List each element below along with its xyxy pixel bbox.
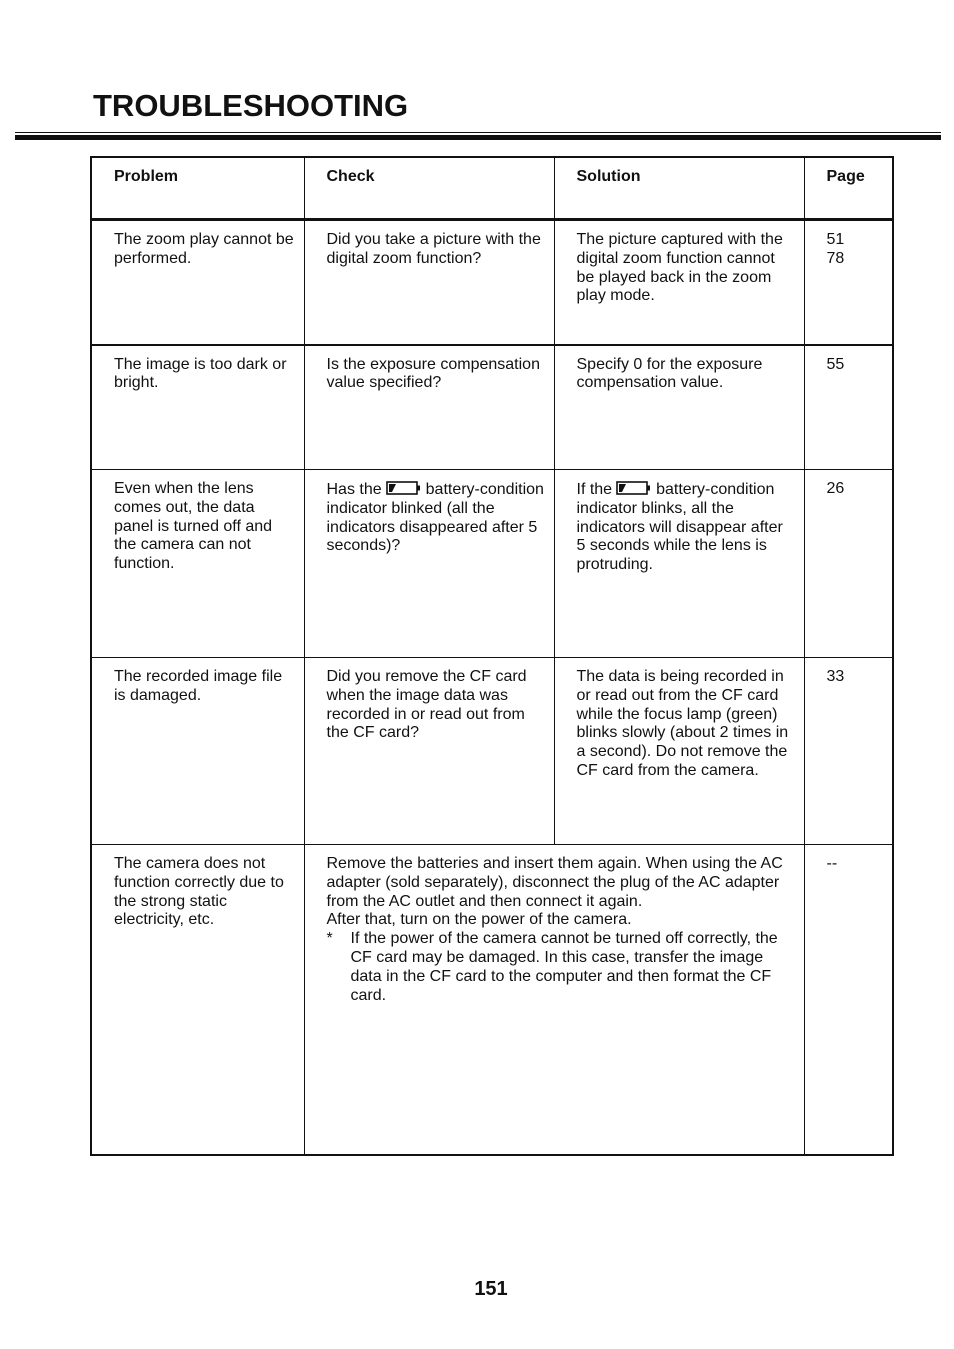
page-title: TROUBLESHOOTING (93, 88, 409, 123)
title-rule (15, 135, 941, 140)
problem-cell: The camera does not function correctly due to the strong static electricity, etc. (91, 845, 304, 1155)
footnote-text: If the power of the camera cannot be turned off correctly, the CF card may be damaged. In this case, transfer the image data in the CF card to the computer and then format the CF card. (350, 930, 778, 1004)
check-cell (304, 470, 554, 658)
page-cell (804, 220, 893, 345)
solution-cell: Specify 0 for the exposure compensation value. (554, 345, 804, 470)
page-number: 151 (474, 1278, 508, 1300)
solution-cell (554, 470, 804, 658)
page-cell: 55 (804, 345, 893, 470)
check-cell: Did you remove the CF card when the image data was recorded in or read out from the CF card? (304, 658, 554, 845)
check-text-after-icon: battery-condition indicator blinked (all the indicators disappeared after 5 seconds)? (326, 481, 544, 555)
table-row (91, 220, 893, 345)
header-check: Check (304, 157, 554, 220)
table-row (91, 345, 893, 470)
page-ref: 51 78 (826, 231, 845, 267)
solution-cell: The data is being recorded in or read out from the CF card while the focus lamp (green) blinks slowly (about 2 times in a second). Do not remove the CF card from the camera. (554, 658, 804, 845)
header-page: Page (804, 157, 893, 220)
header-problem: Problem (91, 157, 304, 220)
battery-low-icon (616, 480, 652, 496)
check-text-before-icon: Has the (326, 481, 382, 498)
problem-cell: The zoom play cannot be performed. (91, 220, 304, 345)
problem-cell: The recorded image file is damaged. (91, 658, 304, 845)
table-row (91, 658, 893, 845)
battery-low-icon (386, 480, 422, 496)
title-rule-thin (15, 132, 941, 133)
check-cell: Is the exposure compensation value specified? (304, 345, 554, 470)
solution-text-before-icon: If the (576, 481, 613, 498)
header-solution: Solution (554, 157, 804, 220)
solution-cell: The picture captured with the digital zoom function cannot be played back in the zoom play mode. (554, 220, 804, 345)
table-row (91, 845, 893, 1155)
problem-cell: Even when the lens comes out, the data panel is turned off and the camera can not function. (91, 470, 304, 658)
problem-cell: The image is too dark or bright. (91, 345, 304, 470)
troubleshooting-table (90, 156, 894, 1156)
table-row (91, 470, 893, 658)
remedy-text-followup: After that, turn on the power of the camera. (326, 911, 632, 929)
check-cell: Did you take a picture with the digital zoom function? (304, 220, 554, 345)
page-cell: 26 (804, 470, 893, 658)
remedy-text: Remove the batteries and insert them again. When using the AC adapter (sold separately), disconnect the plug of the AC adapter from the AC outlet and then connect it again. (326, 855, 783, 910)
footnote (327, 930, 796, 1005)
solution-text-after-icon: battery-condition indicator blinks, all the indicators will disappear after 5 seconds while the lens is protruding. (576, 481, 783, 574)
footnote-mark: * (326, 930, 333, 948)
page-cell: 33 (804, 658, 893, 845)
table-header-row (91, 157, 893, 220)
page-cell: -- (804, 845, 893, 1155)
merged-check-solution-cell (304, 845, 804, 1155)
